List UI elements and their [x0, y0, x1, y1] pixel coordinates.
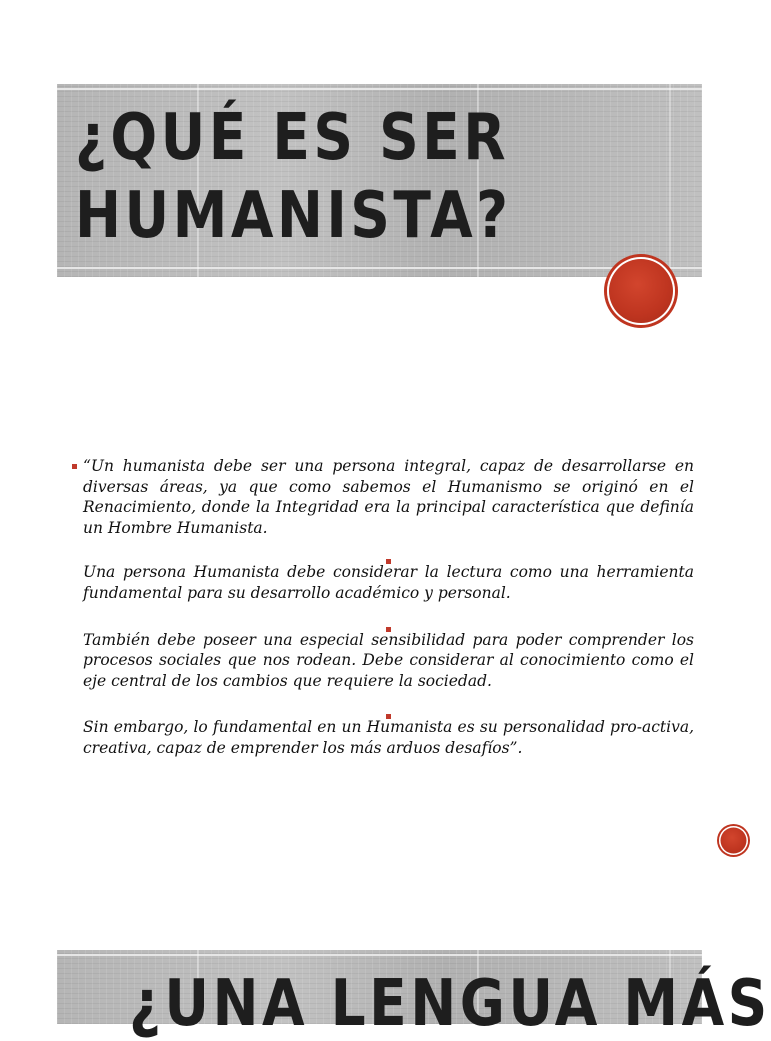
paragraph-text: “Un humanista debe ser una persona integral, capaz de desarrollarse en diversas áreas, ya que como sabemos el Humanismo se originó en el Renacimiento, donde la Integridad era la principal característica que definía un Hombre Humanista.	[83, 457, 694, 537]
slide-title-line-2: HUMANISTA?	[75, 179, 512, 253]
slide-body	[72, 456, 694, 759]
body-paragraph	[72, 562, 694, 603]
body-paragraph	[72, 717, 694, 758]
red-circle-ornament-icon	[607, 257, 675, 325]
bullet-separator	[72, 542, 694, 562]
paragraph-text: También debe poseer una especial sensibilidad para poder comprender los procesos sociales que nos rodean. Debe considerar al conocimiento como el eje central de los cambios que requiere la sociedad.	[83, 630, 694, 690]
paragraph-text: Una persona Humanista debe considerar la lectura como una herramienta fundamental para su desarrollo académico y personal.	[83, 563, 694, 602]
bullet-separator	[72, 610, 694, 630]
banner-stripe	[57, 267, 702, 269]
banner-stripe	[57, 954, 702, 956]
square-bullet-icon	[72, 464, 77, 469]
slide-title-line-1: ¿QUÉ ES SER	[75, 101, 510, 175]
title-banner	[57, 84, 702, 277]
banner-stripe	[57, 88, 702, 90]
red-circle-ornament-icon	[719, 826, 748, 855]
bullet-separator	[72, 697, 694, 717]
body-paragraph	[72, 630, 694, 692]
banner-texture-line	[669, 84, 671, 277]
next-slide-title-banner	[57, 950, 771, 1041]
next-slide-title: ¿UNA LENGUA MÁS	[129, 967, 771, 1041]
body-paragraph	[72, 456, 694, 538]
paragraph-text: Sin embargo, lo fundamental en un Humanista es su personalidad pro-activa, creativa, capaz de emprender los más arduos desafíos”.	[83, 718, 694, 757]
